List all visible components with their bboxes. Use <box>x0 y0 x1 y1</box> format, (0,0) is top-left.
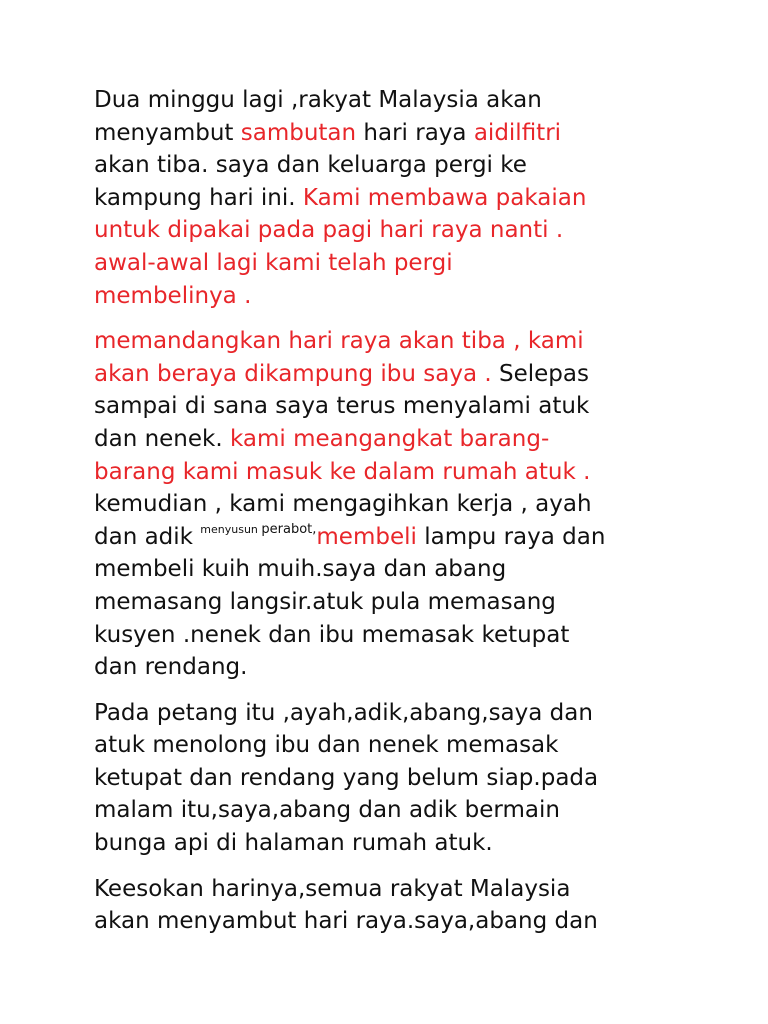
text-line <box>94 84 694 117</box>
text-line <box>94 521 694 554</box>
small-inserted-text: menyusun <box>200 522 262 536</box>
text-line <box>94 553 694 586</box>
text-line <box>94 729 694 762</box>
body-text: lampu raya dan <box>416 523 606 550</box>
text-line <box>94 651 694 684</box>
body-text: Dua minggu lagi ,rakyat Malaysia akan <box>94 87 542 113</box>
body-text: memasang langsir.atuk pula memasang <box>94 588 556 615</box>
paragraph <box>94 697 694 860</box>
text-line <box>94 827 694 860</box>
body-text: Keesokan harinya,semua rakyat Malaysia <box>94 875 571 902</box>
body-text: dan rendang. <box>94 654 248 681</box>
body-text: sampai di sana saya terus menyalami atuk <box>94 393 590 420</box>
body-text: menyambut <box>94 119 241 146</box>
text-line <box>94 586 694 619</box>
highlighted-text: Kami membawa pakaian <box>302 184 587 211</box>
text-line <box>94 325 694 358</box>
highlighted-text: sambutan <box>240 119 357 146</box>
highlighted-text: membeli <box>316 523 417 550</box>
text-line <box>94 214 694 247</box>
paragraph <box>94 325 694 684</box>
text-line <box>94 905 694 938</box>
text-line <box>94 358 694 391</box>
highlighted-text: memandangkan hari raya akan tiba , kami <box>94 328 584 355</box>
text-line <box>94 117 694 150</box>
body-text: ketupat dan rendang yang belum siap.pada <box>94 764 599 791</box>
text-line <box>94 488 694 521</box>
body-text: kemudian , kami mengagihkan kerja , ayah <box>94 491 592 518</box>
body-text: membeli kuih muih.saya dan abang <box>94 556 507 583</box>
text-line <box>94 697 694 730</box>
text-line <box>94 794 694 827</box>
body-text: malam itu,saya,abang dan adik bermain <box>94 797 560 824</box>
body-text: atuk menolong ibu dan nenek memasak <box>94 732 559 759</box>
text-line <box>94 247 694 280</box>
body-text: dan adik <box>94 523 201 550</box>
highlighted-text: akan beraya dikampung ibu saya . <box>94 360 499 387</box>
body-text: akan menyambut hari raya.saya,abang dan <box>94 908 598 935</box>
highlighted-text: untuk dipakai pada pagi hari raya nanti . <box>94 217 564 244</box>
small-inserted-text: perabot, <box>261 521 317 537</box>
body-text: kampung hari ini. <box>94 184 303 211</box>
body-text: kusyen .nenek dan ibu memasak ketupat <box>94 621 570 648</box>
paragraph <box>94 84 694 312</box>
text-line <box>94 423 694 456</box>
text-line <box>94 182 694 215</box>
text-line <box>94 149 694 182</box>
body-text: Selepas <box>498 360 589 387</box>
body-text: dan nenek. <box>94 425 230 452</box>
body-text: akan tiba. saya dan keluarga pergi ke <box>94 152 527 179</box>
highlighted-text: awal-awal lagi kami telah pergi <box>94 249 453 276</box>
text-line <box>94 456 694 489</box>
highlighted-text: membelinya . <box>94 282 252 309</box>
text-line <box>94 762 694 795</box>
text-line <box>94 873 694 906</box>
highlighted-text: barang kami masuk ke dalam rumah atuk . <box>94 458 591 485</box>
body-text: bunga api di halaman rumah atuk. <box>94 830 493 857</box>
highlighted-text: kami meangangkat barang- <box>229 425 550 452</box>
highlighted-text: aidilfitri <box>473 119 562 146</box>
text-line <box>94 280 694 313</box>
paragraph <box>94 873 694 938</box>
body-text: hari raya <box>356 119 474 146</box>
body-text: Pada petang itu ,ayah,adik,abang,saya dan <box>94 699 593 726</box>
text-line <box>94 619 694 652</box>
text-line <box>94 390 694 423</box>
essay-page <box>94 84 694 951</box>
